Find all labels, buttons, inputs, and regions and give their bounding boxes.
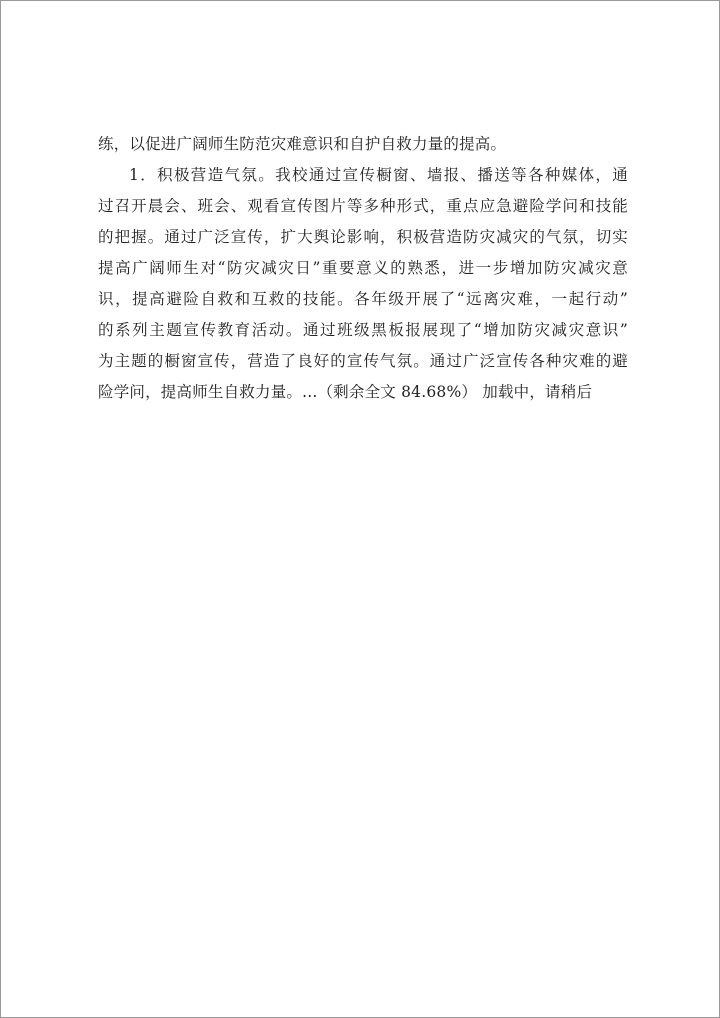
truncation-notice-line: 险学问，提高师生自救力量。...（剩余全文 84.68%） 加载中，请稍后 — [98, 383, 593, 401]
paragraph-line: 的把握。通过广泛宣传，扩大舆论影响，积极营造防灾减灾的气氛，切实 — [98, 228, 628, 246]
paragraph-line: 练，以促进广阔师生防范灾难意识和自护自救力量的提高。 — [98, 135, 507, 153]
paragraph-line: 为主题的橱窗宣传，营造了良好的宣传气氛。通过广泛宣传各种灾难的避 — [98, 352, 628, 370]
document-body — [98, 129, 628, 408]
paragraph-line: 1．积极营造气氛。我校通过宣传橱窗、墙报、播送等各种媒体，通 — [129, 166, 628, 184]
paragraph-line: 的系列主题宣传教育活动。通过班级黑板报展现了“增加防灾减灾意识” — [98, 321, 628, 339]
paragraph-line: 过召开晨会、班会、观看宣传图片等多种形式，重点应急避险学问和技能 — [98, 197, 628, 215]
paragraph-line: 识，提高避险自救和互救的技能。各年级开展了“远离灾难，一起行动” — [98, 290, 628, 308]
paragraph-line: 提高广阔师生对“防灾减灾日”重要意义的熟悉，进一步增加防灾减灾意 — [98, 259, 628, 277]
